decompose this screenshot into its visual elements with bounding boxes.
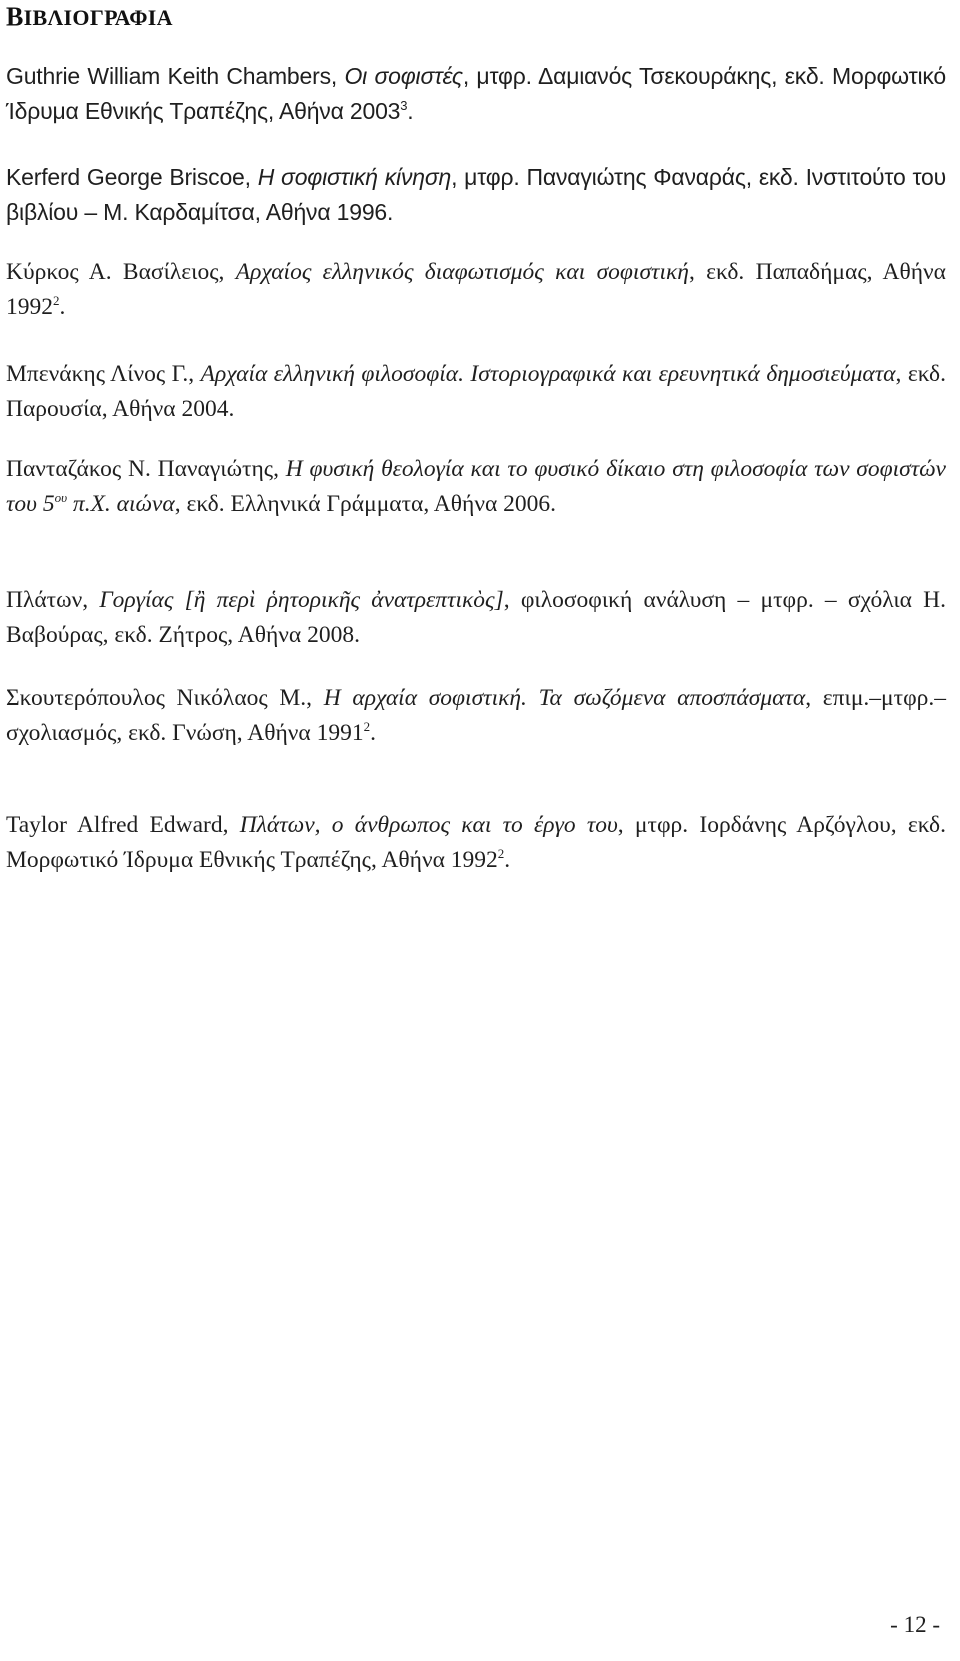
entry-author: Kerferd George Briscoe,	[6, 164, 258, 190]
edition-superscript: 3	[400, 98, 408, 113]
page-number: - 12 -	[890, 1612, 940, 1637]
entry-title: Οι σοφιστές	[344, 63, 463, 89]
entry-end: .	[370, 720, 376, 746]
bibliography-entry-taylor	[6, 808, 946, 878]
page-heading	[6, 2, 173, 32]
entry-details: , φιλοσοφική ανάλυση – μτφρ. – σχόλια Η. Βαβούρας, εκδ. Ζήτρος, Αθήνα 2008.	[6, 587, 947, 648]
entry-details: , εκδ. Ελληνικά Γράμματα, Αθήνα 2006.	[174, 491, 557, 517]
entry-author: Guthrie William Keith Chambers,	[6, 63, 345, 89]
bibliography-entry-platon-gorgias	[6, 583, 946, 653]
entry-end: .	[504, 847, 511, 873]
heading-initial: Β	[6, 2, 24, 31]
entry-author: Taylor Alfred Edward,	[6, 812, 240, 838]
entry-details: , εκδ. Παρουσία, Αθήνα 2004.	[6, 361, 946, 422]
century-superscript: ου	[54, 490, 68, 505]
edition-superscript: 2	[497, 846, 505, 861]
entry-title: Αρχαία ελληνική φιλοσοφία. Ιστοριογραφικά και ερευνητικά δημοσιεύματα	[200, 361, 896, 387]
bibliography-entry-guthrie	[6, 59, 946, 129]
entry-title-part: Η φυσική θεολογία και το φυσικό δίκαιο στη φιλοσοφία των σοφιστών του 5	[6, 456, 946, 517]
entry-author: Κύρκος Α. Βασίλειος,	[6, 259, 236, 285]
entry-author: Πανταζάκος Ν. Παναγιώτης,	[6, 456, 286, 482]
entry-title: Η αρχαία σοφιστική. Τα σωζόμενα αποσπάσματα	[323, 685, 806, 711]
bibliography-entry-kerferd	[6, 160, 946, 230]
entry-title: Αρχαίος ελληνικός διαφωτισμός και σοφιστική	[235, 259, 689, 285]
bibliography-entry-skouteropoulos	[6, 681, 946, 751]
document-page	[6, 0, 950, 1661]
entry-title-part: π.Χ. αιώνα	[67, 491, 175, 517]
bibliography-entry-benakis	[6, 357, 946, 427]
entry-title: Γοργίας [ἢ περὶ ῥητορικῆς ἀνατρεπτικὸς]	[99, 587, 504, 613]
entry-details: , μτφρ. Δαμιανός Τσεκουράκης, εκδ. Μορφωτικό Ίδρυμα Εθνικής Τραπέζης, Αθήνα 2003	[6, 63, 947, 124]
entry-author: Μπενάκης Λίνος Γ.,	[6, 361, 201, 387]
entry-end: .	[59, 294, 66, 320]
entry-details: , μτφρ. Παναγιώτης Φαναράς, εκδ. Ινστιτούτο του βιβλίου – Μ. Καρδαμίτσα, Αθήνα 1996.	[6, 164, 947, 225]
bibliography-entry-pantazakos	[6, 452, 946, 522]
heading-rest: ΙΒΛΙΟΓΡΑΦΙΑ	[23, 5, 173, 30]
entry-title: Πλάτων, ο άνθρωπος και το έργο του	[239, 812, 618, 838]
entry-details: , επιμ.–μτφρ.–σχολιασμός, εκδ. Γνώση, Αθήνα 1991	[6, 685, 946, 746]
edition-superscript: 2	[53, 293, 60, 308]
entry-title: Η σοφιστική κίνηση	[257, 164, 452, 190]
entry-author: Σκουτερόπουλος Νικόλαος Μ.,	[6, 685, 324, 711]
entry-author: Πλάτων,	[6, 587, 100, 613]
edition-superscript: 2	[363, 719, 371, 734]
entry-end: .	[407, 98, 414, 124]
entry-details: , εκδ. Παπαδήμας, Αθήνα 1992	[6, 259, 946, 320]
entry-details: , μτφρ. Ιορδάνης Αρζόγλου, εκδ. Μορφωτικό Ίδρυμα Εθνικής Τραπέζης, Αθήνα 1992	[6, 812, 946, 873]
bibliography-entry-kyrkos	[6, 255, 946, 325]
